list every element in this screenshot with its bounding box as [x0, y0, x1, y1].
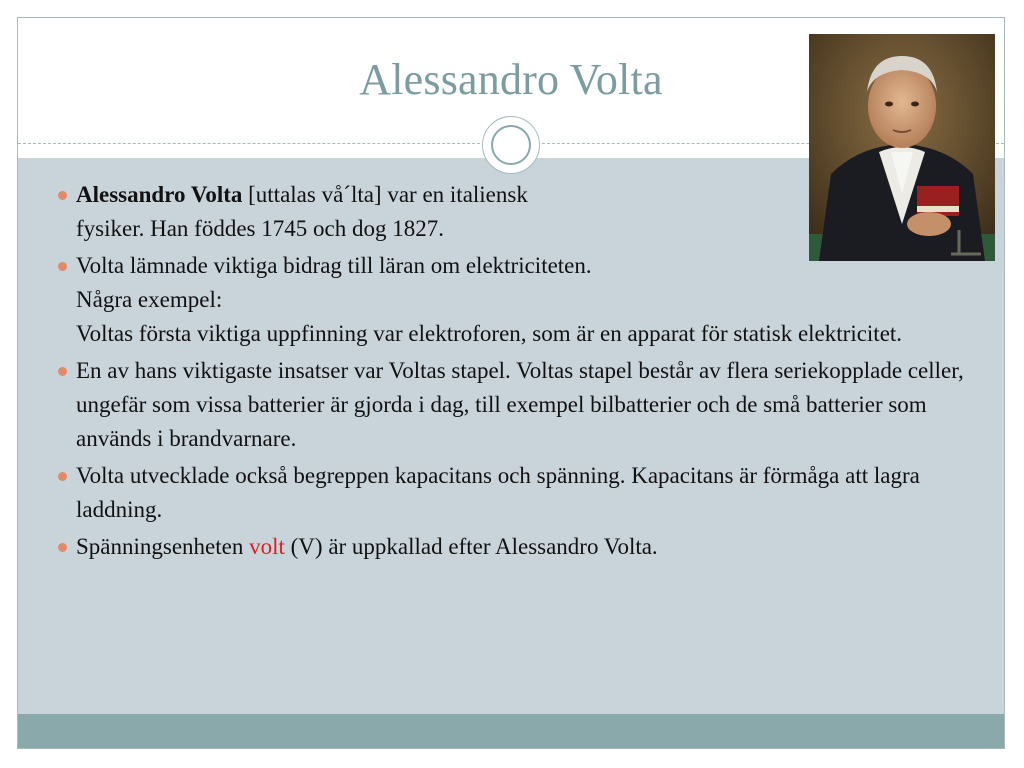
slide: [17, 17, 1005, 749]
bullet-text: Spänningsenheten: [76, 534, 250, 559]
footer-bar: [18, 714, 1004, 748]
slide-title: Alessandro Volta: [359, 55, 663, 104]
bullet-item: [58, 178, 978, 246]
decorative-ring-icon: [482, 116, 540, 174]
bullet-list: [58, 178, 978, 567]
bullet-text: fysiker. Han föddes 1745 och dog 1827.: [76, 216, 444, 241]
bold-name: Alessandro Volta: [76, 182, 243, 207]
bullet-text: En av hans viktigaste insatser var Voltas stapel. Voltas stapel består av flera seriekopplade celler, ungefär som vissa batterier är gjorda i dag, till exempel bilbatterier och de små batterier som används i brandvarnare.: [76, 358, 964, 451]
bullet-text: Volta utvecklade också begreppen kapacitans och spänning. Kapacitans är förmåga att lagra laddning.: [76, 463, 920, 522]
bullet-text: [uttalas vå´lta] var en italiensk: [242, 182, 528, 207]
bullet-narrow-block: [76, 178, 736, 246]
bullet-item: [58, 530, 978, 564]
bullet-text: Några exempel:: [76, 287, 223, 312]
bullet-item: [58, 354, 978, 456]
bullet-item: [58, 249, 978, 351]
bullet-text: (V) är uppkallad efter Alessandro Volta.: [284, 534, 658, 559]
bullet-text: Voltas första viktiga uppfinning var elektroforen, som är en apparat för statisk elektricitet.: [76, 321, 903, 346]
bullet-item: [58, 459, 978, 527]
highlight-volt: volt: [249, 534, 285, 559]
bullet-text: Volta lämnade viktiga bidrag till läran om elektriciteten.: [76, 253, 592, 278]
